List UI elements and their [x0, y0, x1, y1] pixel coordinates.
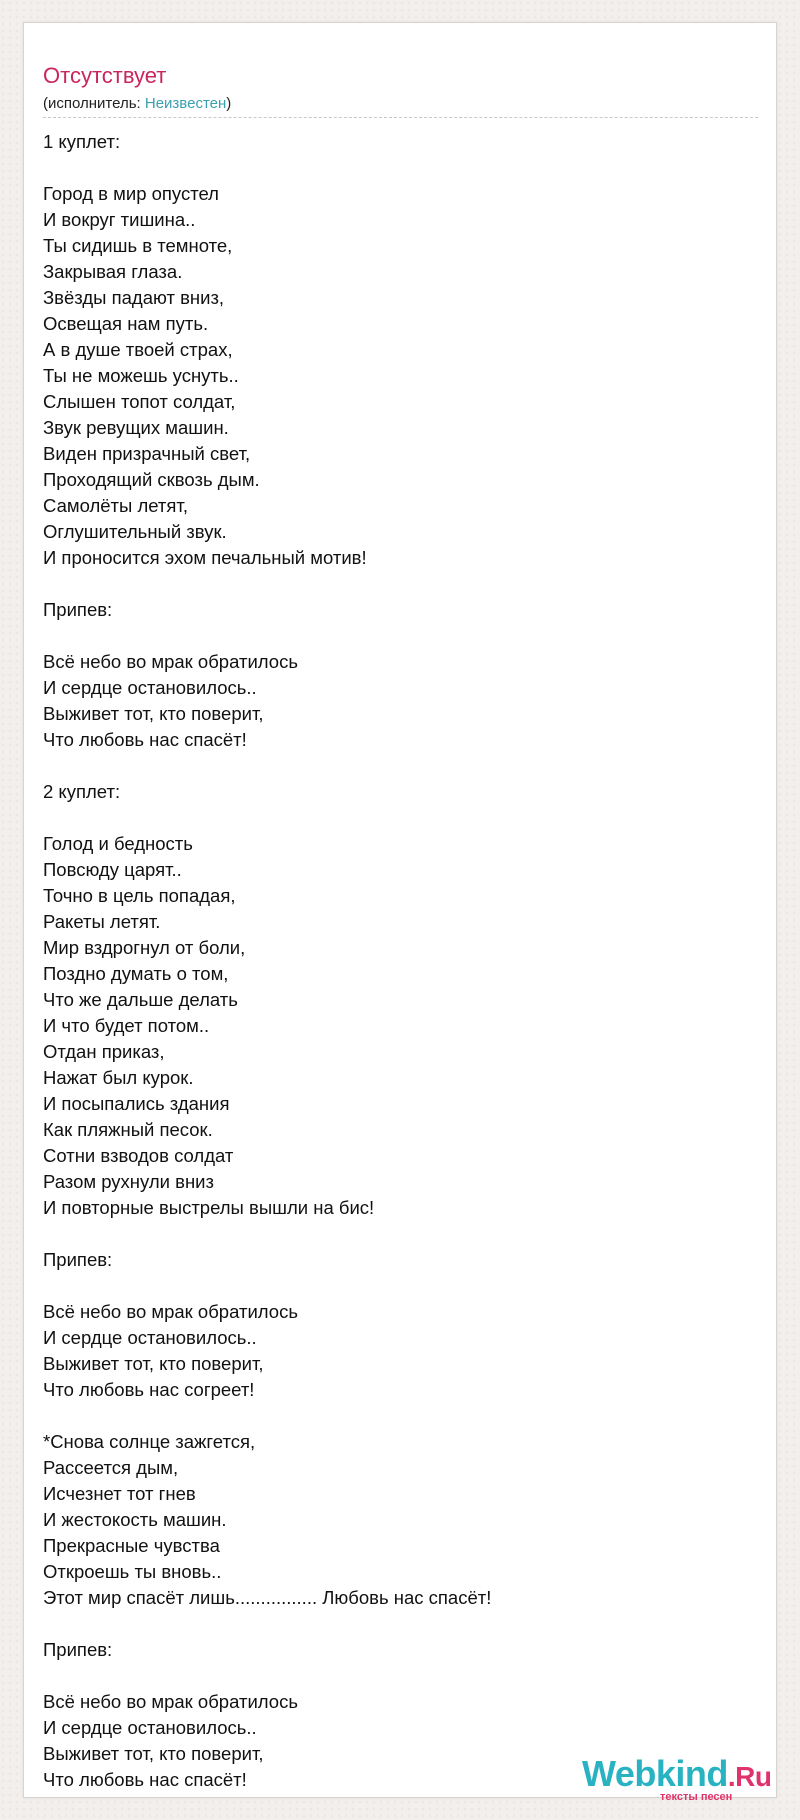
lyrics-line: Что любовь нас спасёт! — [43, 1769, 247, 1790]
lyrics-line: Мир вздрогнул от боли, — [43, 937, 246, 958]
lyrics-line: Виден призрачный свет, — [43, 443, 251, 464]
lyrics-line: Припев: — [43, 1249, 113, 1270]
lyrics-line: Звук ревущих машин. — [43, 417, 229, 438]
lyrics-line: И жестокость машин. — [43, 1509, 227, 1530]
lyrics-line: Что же дальше делать — [43, 989, 238, 1010]
lyrics-line: Всё небо во мрак обратилось — [43, 1301, 298, 1322]
lyrics-line: Отдан приказ, — [43, 1041, 165, 1062]
lyrics-line: Откроешь ты вновь.. — [43, 1561, 222, 1582]
lyrics-line: Выживет тот, кто поверит, — [43, 1353, 264, 1374]
lyrics-line: Самолёты летят, — [43, 495, 188, 516]
lyrics-line: Припев: — [43, 599, 113, 620]
lyrics-line: Исчезнет тот гнев — [43, 1483, 196, 1504]
lyrics-blank-line — [43, 1663, 743, 1689]
lyrics-line: Звёзды падают вниз, — [43, 287, 225, 308]
performer-line — [43, 95, 231, 113]
lyrics-line: Сотни взводов солдат — [43, 1145, 234, 1166]
lyrics-line: Как пляжный песок. — [43, 1119, 213, 1140]
performer-suffix: ) — [226, 95, 232, 112]
lyrics-line: Проходящий сквозь дым. — [43, 469, 260, 490]
lyrics-line: И сердце остановилось.. — [43, 1327, 257, 1348]
lyrics-line: А в душе твоей страх, — [43, 339, 233, 360]
performer-prefix: (исполнитель: — [43, 95, 145, 112]
lyrics-line: Припев: — [43, 1639, 113, 1660]
lyrics-line: И вокруг тишина.. — [43, 209, 196, 230]
lyrics-line: Закрывая глаза. — [43, 261, 183, 282]
lyrics-line: Выживет тот, кто поверит, — [43, 703, 264, 724]
webkind-logo[interactable] — [560, 1754, 780, 1808]
lyrics-line: *Снова солнце зажгется, — [43, 1431, 256, 1452]
lyrics-blank-line — [43, 155, 743, 181]
lyrics-line: И что будет потом.. — [43, 1015, 210, 1036]
logo-word: Webkind — [582, 1753, 728, 1794]
lyrics-line: Ты сидишь в темноте, — [43, 235, 233, 256]
lyrics-blank-line — [43, 1273, 743, 1299]
lyrics-line: И повторные выстрелы вышли на бис! — [43, 1197, 375, 1218]
lyrics-line: Поздно думать о том, — [43, 963, 229, 984]
lyrics-line: Ты не можешь уснуть.. — [43, 365, 239, 386]
lyrics-line: Точно в цель попадая, — [43, 885, 236, 906]
lyrics-line: Освещая нам путь. — [43, 313, 209, 334]
lyrics-line: Всё небо во мрак обратилось — [43, 1691, 298, 1712]
lyrics-line: Нажат был курок. — [43, 1067, 194, 1088]
lyrics-line: Ракеты летят. — [43, 911, 161, 932]
song-header — [43, 43, 758, 118]
logo-tagline: тексты песен — [660, 1791, 733, 1803]
lyrics-line: 1 куплет: — [43, 131, 121, 152]
lyrics-line: И сердце остановилось.. — [43, 1717, 257, 1738]
lyrics-line: И сердце остановилось.. — [43, 677, 257, 698]
lyrics-line: Голод и бедность — [43, 833, 193, 854]
lyrics-line: Что любовь нас согреет! — [43, 1379, 255, 1400]
lyrics-line: Что любовь нас спасёт! — [43, 729, 247, 750]
lyrics-blank-line — [43, 753, 743, 779]
lyrics-line: Всё небо во мрак обратилось — [43, 651, 298, 672]
lyrics-line: 2 куплет: — [43, 781, 121, 802]
lyrics-blank-line — [43, 1611, 743, 1637]
lyrics-line: Повсюду царят.. — [43, 859, 182, 880]
lyrics-blank-line — [43, 805, 743, 831]
lyrics-blank-line — [43, 1221, 743, 1247]
lyrics-line: И проносится эхом печальный мотив! — [43, 547, 367, 568]
lyrics-line: Прекрасные чувства — [43, 1535, 220, 1556]
song-title: Отсутствует — [43, 63, 167, 88]
lyrics-line: Разом рухнули вниз — [43, 1171, 214, 1192]
lyrics-card — [23, 22, 777, 1798]
lyrics-text — [43, 129, 743, 1793]
logo-tld: .Ru — [727, 1761, 772, 1792]
lyrics-blank-line — [43, 623, 743, 649]
lyrics-blank-line — [43, 1403, 743, 1429]
lyrics-line: Оглушительный звук. — [43, 521, 227, 542]
performer-link[interactable]: Неизвестен — [144, 95, 227, 112]
lyrics-line: Этот мир спасёт лишь................ Любовь нас спасёт! — [43, 1587, 492, 1608]
lyrics-line: Город в мир опустел — [43, 183, 219, 204]
lyrics-blank-line — [43, 571, 743, 597]
lyrics-line: И посыпались здания — [43, 1093, 230, 1114]
lyrics-line: Слышен топот солдат, — [43, 391, 236, 412]
lyrics-line: Рассеется дым, — [43, 1457, 179, 1478]
lyrics-line: Выживет тот, кто поверит, — [43, 1743, 264, 1764]
